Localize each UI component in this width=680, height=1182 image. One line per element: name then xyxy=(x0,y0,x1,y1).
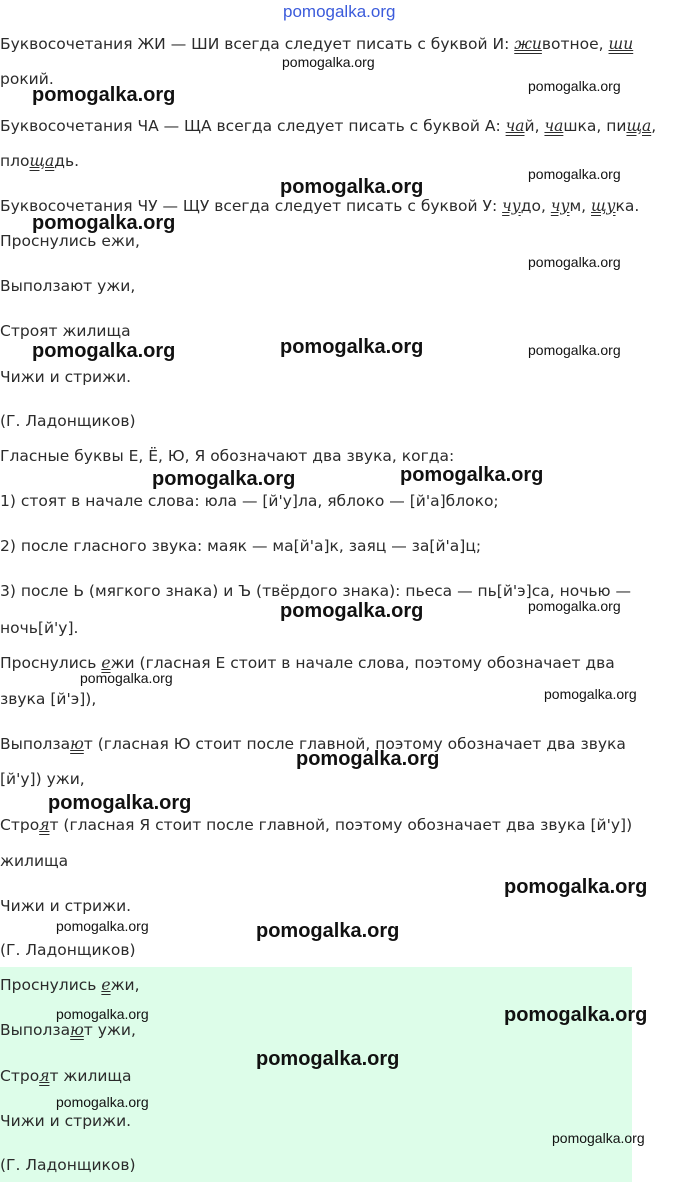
poem-line: Чижи и стрижи. xyxy=(0,368,132,386)
highlighted-letters: я xyxy=(39,816,50,834)
analysis-text: т (гласная Ю стоит после главной, поэтому обозначает два звука xyxy=(83,735,626,753)
highlighted-letters: я xyxy=(39,1067,50,1085)
analysis-line-4: Чижи и стрижи. xyxy=(0,897,132,915)
watermark: pomogalka.org xyxy=(504,1004,648,1026)
highlighted-letters: е xyxy=(101,654,111,672)
header-watermark: pomogalka.org xyxy=(283,2,396,21)
highlighted-letters: чу xyxy=(550,197,570,215)
rule-text: Буквосочетания ЧА — ЩА всегда следует писать с буквой А: xyxy=(0,117,506,135)
watermark: pomogalka.org xyxy=(296,748,440,770)
watermark: pomogalka.org xyxy=(32,84,176,106)
rule-text: й, xyxy=(524,117,545,135)
highlighted-letters: ю xyxy=(70,735,84,753)
rule-2-line-2 xyxy=(0,151,79,171)
rule-text: вотное, xyxy=(541,35,609,53)
watermark: pomogalka.org xyxy=(56,1006,149,1022)
watermark: pomogalka.org xyxy=(280,600,424,622)
watermark: pomogalka.org xyxy=(152,468,296,490)
rule-1-line-1 xyxy=(0,34,633,54)
poem-author: (Г. Ладонщиков) xyxy=(0,412,136,430)
watermark: pomogalka.org xyxy=(56,1094,149,1110)
rule-text: Буквосочетания ЧУ — ЩУ всегда следует писать с буквой У: xyxy=(0,197,503,215)
watermark: pomogalka.org xyxy=(280,176,424,198)
highlighted-letters: ща xyxy=(29,152,55,170)
highlighted-letters: ча xyxy=(544,117,564,135)
analysis-text: Стро xyxy=(0,816,40,834)
watermark: pomogalka.org xyxy=(256,1048,400,1070)
watermark: pomogalka.org xyxy=(32,212,176,234)
answer-text: Выполза xyxy=(0,1021,71,1039)
analysis-text: Проснулись xyxy=(0,654,102,672)
watermark: pomogalka.org xyxy=(544,686,637,702)
highlighted-letters: щу xyxy=(591,197,616,215)
watermark: pomogalka.org xyxy=(528,598,621,614)
answer-line-2 xyxy=(0,1020,136,1040)
watermark: pomogalka.org xyxy=(528,254,621,270)
rule-text: Буквосочетания ЖИ — ШИ всегда следует писать с буквой И: xyxy=(0,35,515,53)
rule-2-line-1 xyxy=(0,116,656,136)
answer-text: жи, xyxy=(110,976,140,994)
vowels-item-3-cont: ночь[й'у]. xyxy=(0,619,79,637)
rule-text: м, xyxy=(569,197,592,215)
highlighted-letters: жи xyxy=(514,35,542,53)
answer-author: (Г. Ладонщиков) xyxy=(0,1156,136,1174)
rule-text: рокий. xyxy=(0,70,54,88)
watermark: pomogalka.org xyxy=(256,920,400,942)
watermark: pomogalka.org xyxy=(32,340,176,362)
answer-text: Проснулись xyxy=(0,976,102,994)
poem-line: Строят жилища xyxy=(0,322,131,340)
answer-text: т ужи, xyxy=(83,1021,136,1039)
answer-text: т жилища xyxy=(49,1067,132,1085)
analysis-line-3-cont: жилища xyxy=(0,852,69,870)
analysis-text: т (гласная Я стоит после главной, поэтому обозначает два звука [й'у]) xyxy=(49,816,633,834)
answer-line-4: Чижи и стрижи. xyxy=(0,1112,132,1130)
vowels-intro: Гласные буквы Е, Ё, Ю, Я обозначают два звука, когда: xyxy=(0,447,455,465)
rule-text: дь. xyxy=(54,152,80,170)
watermark: pomogalka.org xyxy=(528,342,621,358)
watermark: pomogalka.org xyxy=(528,166,621,182)
answer-text: Стро xyxy=(0,1067,40,1085)
highlighted-letters: чу xyxy=(502,197,521,215)
rule-text: , xyxy=(651,117,657,135)
vowels-item-2: 2) после гласного звука: маяк — ма[й'а]к, заяц — за[й'а]ц; xyxy=(0,537,482,555)
watermark: pomogalka.org xyxy=(528,78,621,94)
answer-line-3 xyxy=(0,1066,132,1086)
rule-text: пло xyxy=(0,152,30,170)
rule-text: до, xyxy=(520,197,551,215)
watermark: pomogalka.org xyxy=(56,918,149,934)
poem-line: Проснулись ежи, xyxy=(0,232,140,250)
watermark: pomogalka.org xyxy=(80,670,173,686)
highlighted-letters: ю xyxy=(70,1021,84,1039)
vowels-item-3: 3) после Ь (мягкого знака) и Ъ (твёрдого знака): пьеса — пь[й'э]са, ночью — xyxy=(0,582,631,600)
analysis-text: жи (гласная Е стоит в начале слова, поэтому обозначает два xyxy=(110,654,615,672)
analysis-line-3 xyxy=(0,815,632,835)
analysis-text: Выполза xyxy=(0,735,71,753)
rule-text: ка. xyxy=(615,197,640,215)
vowels-item-1: 1) стоят в начале слова: юла — [й'у]ла, яблоко — [й'а]блоко; xyxy=(0,492,499,510)
poem-line: Выползают ужи, xyxy=(0,277,136,295)
analysis-line-1-cont: звука [й'э]), xyxy=(0,690,97,708)
highlighted-letters: ча xyxy=(505,117,525,135)
watermark: pomogalka.org xyxy=(280,336,424,358)
analysis-author: (Г. Ладонщиков) xyxy=(0,941,136,959)
watermark: pomogalka.org xyxy=(504,876,648,898)
watermark: pomogalka.org xyxy=(282,54,375,70)
highlighted-letters: ща xyxy=(626,117,652,135)
highlighted-letters: ши xyxy=(608,35,634,53)
highlighted-letters: е xyxy=(101,976,111,994)
answer-line-1 xyxy=(0,975,140,995)
watermark: pomogalka.org xyxy=(400,464,544,486)
watermark: pomogalka.org xyxy=(552,1130,645,1146)
rule-text: шка, пи xyxy=(563,117,627,135)
watermark: pomogalka.org xyxy=(48,792,192,814)
analysis-line-2-cont: [й'у]) ужи, xyxy=(0,770,85,788)
